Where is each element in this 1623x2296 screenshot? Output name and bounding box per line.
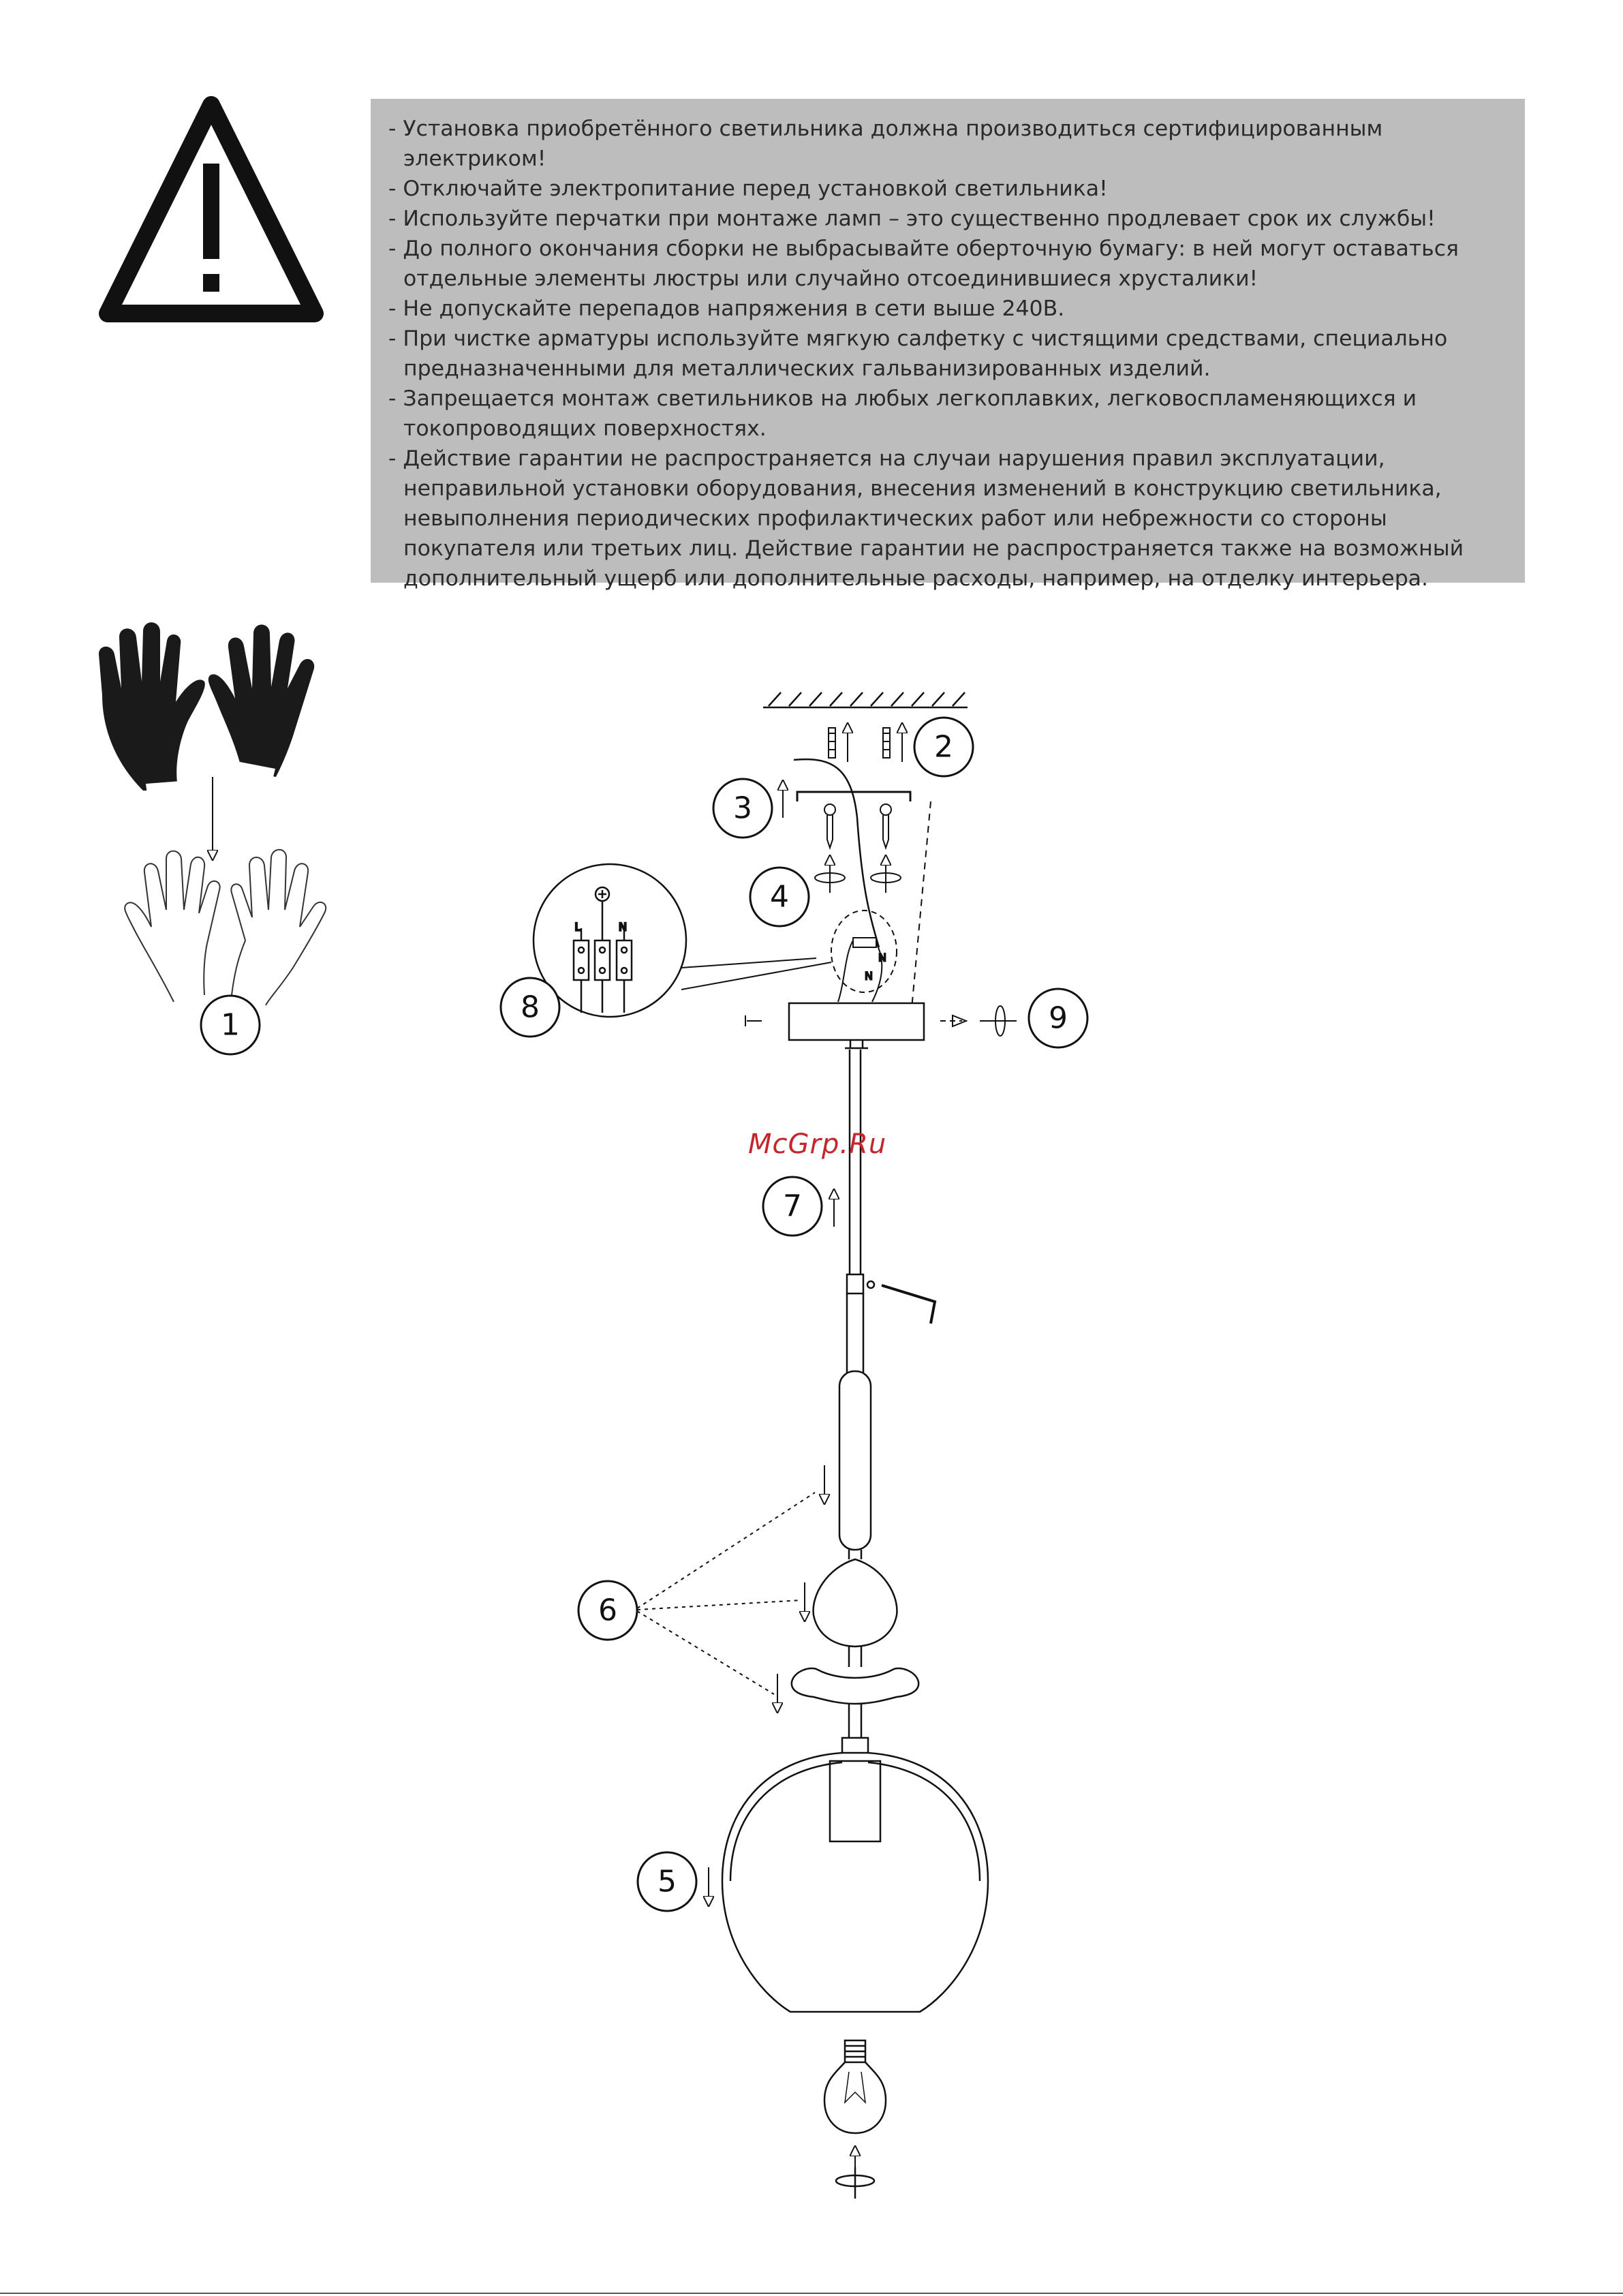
svg-text:1: 1 — [221, 1007, 240, 1043]
ceiling — [763, 692, 968, 707]
side-screws — [745, 1006, 1017, 1036]
callout-6-lines — [637, 1493, 815, 1694]
callout-4 — [750, 868, 809, 926]
svg-text:L: L — [574, 920, 581, 934]
svg-text:9: 9 — [1049, 1000, 1068, 1036]
anchor-plugs — [829, 728, 902, 762]
callout-8 — [501, 978, 559, 1037]
svg-text:N: N — [865, 969, 873, 983]
mounting-bracket — [783, 785, 910, 818]
assembly-diagram — [0, 600, 1623, 2256]
gloves-icon — [99, 622, 314, 795]
terminal-block — [831, 910, 897, 1002]
svg-text:6: 6 — [598, 1593, 617, 1628]
svg-text:4: 4 — [770, 879, 789, 915]
svg-text:5: 5 — [658, 1864, 677, 1899]
warning-item: - При чистке арматуры используйте мягкую салфетку с чистящими средствами, специально предназначенными для металлических гальванизированных изделий. — [388, 326, 1448, 381]
svg-text:8: 8 — [521, 990, 540, 1025]
glass-shade — [709, 1738, 988, 2012]
warning-item: - Установка приобретённого светильника должна производиться сертифицированным электриком! — [388, 117, 1383, 171]
callout-6 — [578, 1581, 637, 1640]
canopy — [789, 1003, 924, 1048]
svg-text:3: 3 — [733, 791, 752, 826]
callout-5 — [638, 1852, 696, 1911]
callout-7 — [763, 1177, 822, 1236]
svg-text:N: N — [878, 951, 886, 964]
decor-elements — [777, 1371, 918, 1738]
light-bulb — [824, 2040, 886, 2199]
warning-item: - Не допускайте перепадов напряжения в сети выше 240В. — [388, 296, 1065, 321]
warning-item: - Используйте перчатки при монтаже ламп – это существенно продлевает срок их службы! — [388, 206, 1436, 231]
warning-item: - Запрещается монтаж светильников на любых легкоплавких, легковоспламеняющихся и токопроводящих поверхностях. — [388, 386, 1417, 441]
watermark: McGrp.Ru — [748, 1129, 887, 1160]
callout-9 — [1029, 989, 1087, 1047]
callout-3 — [713, 779, 772, 838]
svg-text:7: 7 — [783, 1189, 802, 1224]
warning-triangle-icon — [95, 95, 327, 327]
warning-text-box — [371, 99, 1525, 591]
suspension-rod — [834, 1050, 935, 1373]
svg-text:2: 2 — [934, 729, 953, 765]
page-bottom-rule — [0, 2293, 1623, 2294]
warning-item: - Действие гарантии не распространяется на случаи нарушения правил эксплуатации, неправильной установки оборудования, внесения изменений в конструкцию светильника, невыполнения периодических профилактических работ или небрежности со стороны покупателя или третьих лиц. Действие гарантии не распространяется также на возможный дополнительный ущерб или дополнительные расходы, например, на отделку интерьера. — [388, 446, 1464, 591]
svg-text:N: N — [619, 920, 627, 934]
warning-item: - До полного окончания сборки не выбрасывайте оберточную бумагу: в ней могут оставаться отдельные элементы люстры или случайно отсоединившиеся хрусталики! — [388, 236, 1459, 291]
callout-2 — [914, 718, 973, 776]
bare-hands-icon — [125, 850, 326, 1005]
warning-item: - Отключайте электропитание перед установкой светильника! — [388, 177, 1108, 201]
callout-1 — [201, 996, 260, 1054]
